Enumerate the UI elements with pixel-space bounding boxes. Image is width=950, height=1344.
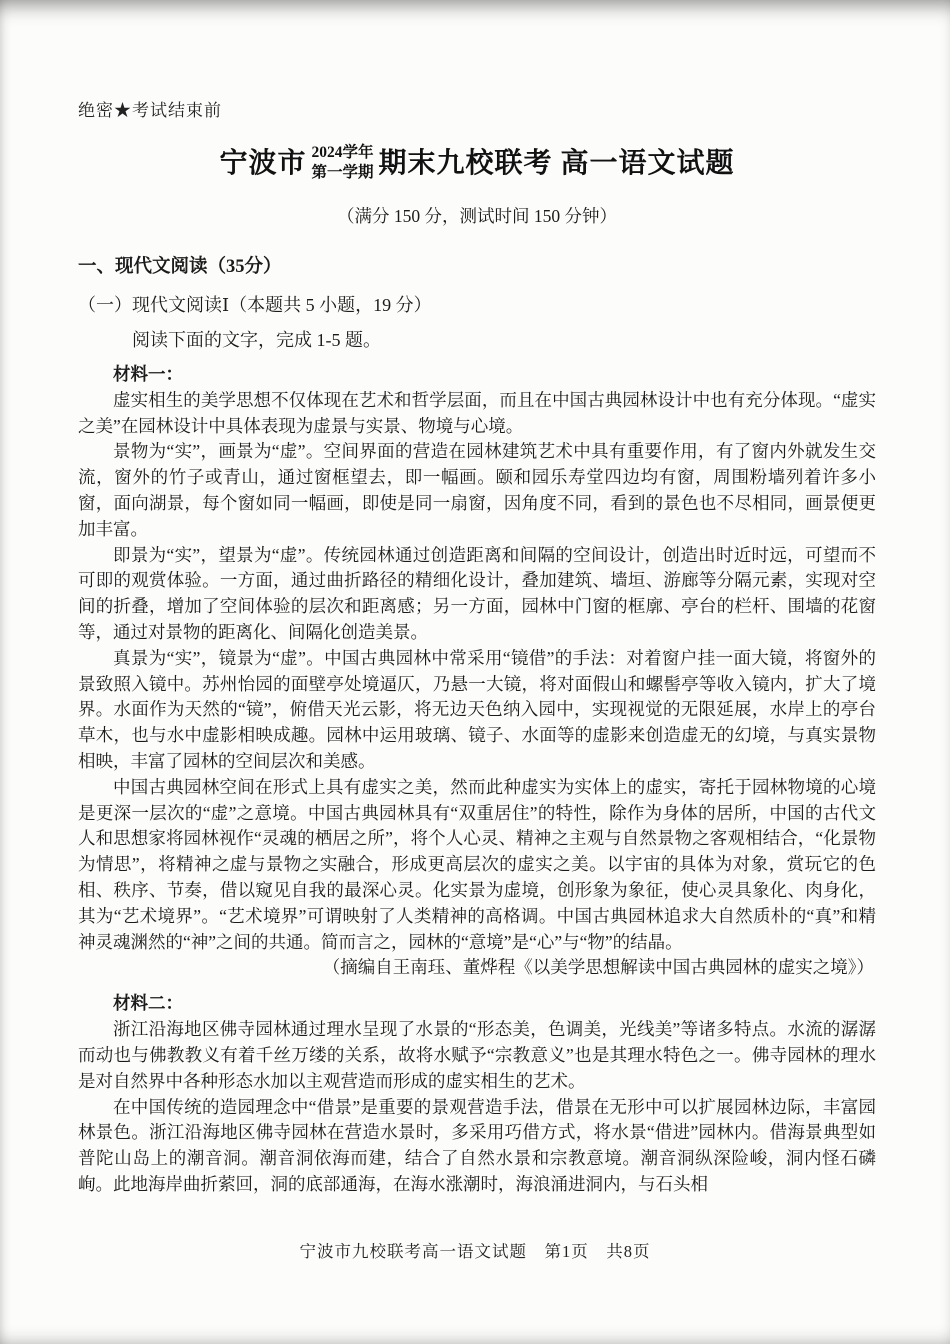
paper-title bbox=[78, 141, 876, 185]
material2-text bbox=[78, 1017, 876, 1198]
title-main: 期末九校联考 高一语文试题 bbox=[378, 148, 735, 179]
score-time-info: （满分 150 分，测试时间 150 分钟） bbox=[337, 205, 617, 226]
title-year: 2024学年 bbox=[311, 143, 374, 161]
material1-text bbox=[78, 388, 876, 956]
material1-label: 材料一： bbox=[113, 363, 183, 384]
part-heading-reading-1: （一）现代文阅读Ⅰ（本题共 5 小题，19 分） bbox=[78, 294, 432, 315]
body-paragraph: 中国古典园林空间在形式上具有虚实之美，然而此种虚实为实体上的虚实，寄托于园林物境的心境是更深一层次的“虚”之意境。中国古典园林具有“双重居住”的特性，除作为身体的居所，中国的古代文人和思想家将园林视作“灵魂的栖居之所”，将个人心灵、精神之主观与自然景物之客观相结合，“化景物为情思”，将精神之虚与景物之实融合，形成更高层次的虚实之美。以宇宙的具体为对象，赏玩它的色相、秩序、节奏，借以窥见自我的最深心灵。化实景为虚境，创形象为象征，使心灵具象化、肉身化，其为“艺术境界”。“艺术境界”可谓映射了人类精神的高格调。中国古典园林追求大自然质朴的“真”和精神灵魂渊然的“神”之间的共通。简而言之，园林的“意境”是“心”与“物”的结晶。 bbox=[78, 776, 876, 952]
body-paragraph: 景物为“实”，画景为“虚”。空间界面的营造在园林建筑艺术中具有重要作用，有了窗内外就发生交流，窗外的竹子或青山，通过窗框望去，即一幅画。颐和园乐寿堂四边均有窗，周围粉墙列着许多小窗，面向湖景，每个窗如同一幅画，即使是同一扇窗，因角度不同，看到的景色也不尽相同，画景便更加丰富。 bbox=[78, 441, 876, 539]
body-paragraph: 浙江沿海地区佛寺园林通过理水呈现了水景的“形态美，色调美，光线美”等诸多特点。水流的潺潺而动也与佛教教义有着千丝万缕的关系，故将水赋予“宗教意义”也是其理水特色之一。佛寺园林的理水是对自然界中各种形态水加以主观营造而形成的虚实相生的艺术。 bbox=[78, 1019, 876, 1091]
reading-instruction: 阅读下面的文字，完成 1-5 题。 bbox=[132, 329, 381, 350]
title-semester: 第一学期 bbox=[311, 163, 374, 181]
body-paragraph: 真景为“实”，镜景为“虚”。中国古典园林中常采用“镜借”的手法：对着窗户挂一面大镜，将窗外的景致照入镜中。苏州怡园的面壁亭处境逼仄，乃悬一大镜，将对面假山和螺髻亭等收入镜内，扩大了境界。水面作为天然的“镜”，俯借天光云影，将无边天色纳入园中，实现视觉的无限延展，水岸上的亭台草木，也与水中虚影相映成趣。园林中运用玻璃、镜子、水面等的虚影来创造虚无的幻境，与真实景物相映，丰富了园林的空间层次和美感。 bbox=[78, 647, 876, 771]
body-paragraph: 即景为“实”，望景为“虚”。传统园林通过创造距离和间隔的空间设计，创造出时近时远，可望而不可即的观赏体验。一方面，通过曲折路径的精细化设计，叠加建筑、墙垣、游廊等分隔元素，实现对空间的折叠，增加了空间体验的层次和距离感；另一方面，园林中门窗的框廓、亭台的栏杆、围墙的花窗等，通过对景物的距离化、间隔化创造美景。 bbox=[78, 544, 876, 642]
title-city: 宁波市 bbox=[219, 148, 307, 179]
page-footer: 宁波市九校联考高一语文试题 第1页 共8页 bbox=[299, 1242, 651, 1261]
classification-label: 绝密★考试结束前 bbox=[78, 101, 222, 120]
section-heading-modern-reading: 一、现代文阅读（35分） bbox=[78, 256, 282, 277]
title-term-stack bbox=[311, 143, 373, 183]
material2-label: 材料二： bbox=[113, 993, 183, 1014]
material1-attribution: （摘编自王南珏、董烨程《以美学思想解读中国古典园林的虚实之境》） bbox=[322, 957, 874, 978]
body-paragraph: 在中国传统的造园理念中“借景”是重要的景观营造手法，借景在无形中可以扩展园林边际，丰富园林景色。浙江沿海地区佛寺园林在营造水景时，多采用巧借方式，将水景“借进”园林内。借海景典型如普陀山岛上的潮音洞。潮音洞依海而建，结合了自然水景和宗教意境。潮音洞纵深险峻，洞内怪石磷峋。此地海岸曲折萦回，洞的底部通海，在海水涨潮时，海浪涌进洞内，与石头相 bbox=[78, 1096, 876, 1194]
body-paragraph: 虚实相生的美学思想不仅体现在艺术和哲学层面，而且在中国古典园林设计中也有充分体现。“虚实之美”在园林设计中具体表现为虚景与实景、物境与心境。 bbox=[78, 389, 876, 436]
